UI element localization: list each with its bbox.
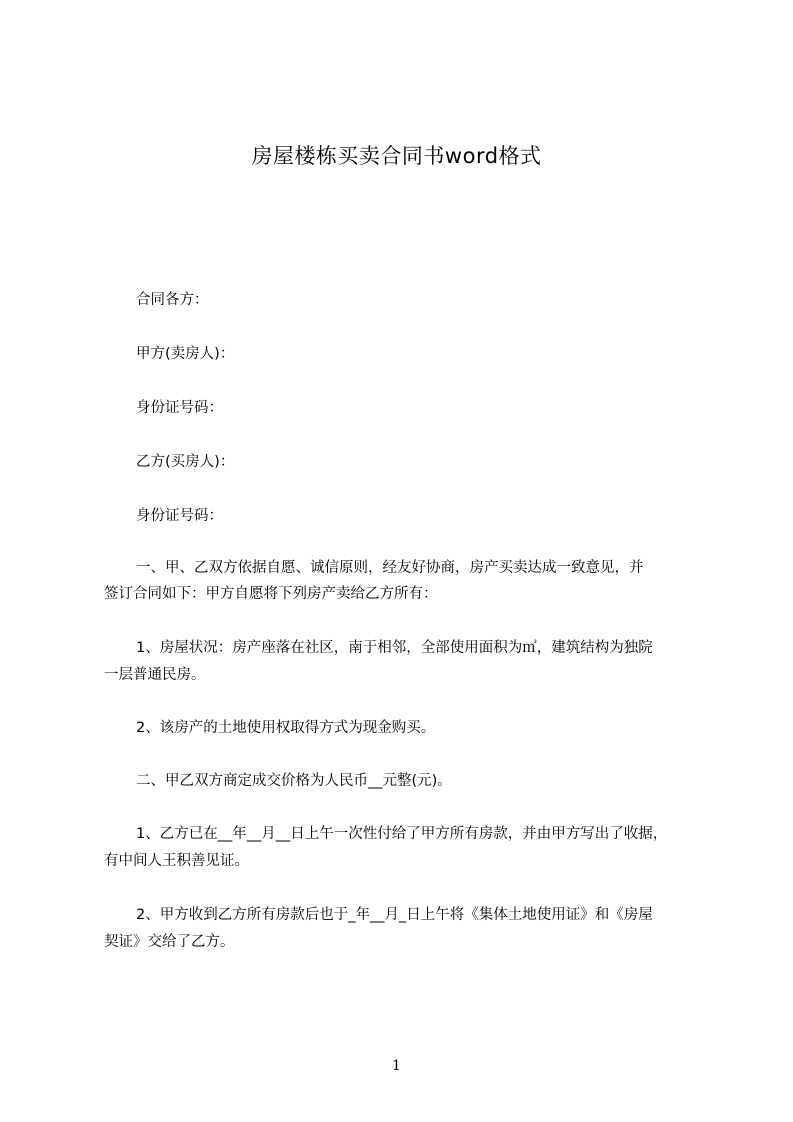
parties-heading: 合同各方： (136, 292, 209, 308)
clause-1-line-1: 一、甲、乙双方依据自愿、诚信原则，经友好协商，房产买卖达成一致意见，并 (136, 560, 644, 576)
clause-2-2-line-1: 2、甲方收到乙方所有房款后也于_年__月_日上午将《集体土地使用证》和《房屋 (136, 907, 653, 923)
clause-2: 二、甲乙双方商定成交价格为人民币__元整(元)。 (136, 773, 452, 789)
clause-1-line-2: 签订合同如下：甲方自愿将下列房产卖给乙方所有： (104, 586, 438, 602)
party-b-id-label: 身份证号码： (136, 508, 223, 524)
clause-2-1-line-2: 有中间人王积善见证。 (104, 853, 249, 869)
party-a-label: 甲方(卖房人)： (136, 346, 235, 362)
clause-1-1-line-2: 一层普通民房。 (104, 667, 206, 683)
clause-1-2: 2、该房产的土地使用权取得方式为现金购买。 (136, 720, 436, 736)
page-number: 1 (392, 1058, 401, 1074)
clause-2-1-line-1: 1、乙方已在__年__月__日上午一次性付给了甲方所有房款，并由甲方写出了收据， (136, 826, 668, 842)
party-a-id-label: 身份证号码： (136, 400, 223, 416)
clause-1-1-line-1: 1、房屋状况：房产座落在社区，南于相邻，全部使用面积为㎡，建筑结构为独院 (136, 640, 653, 656)
party-b-label: 乙方(买房人)： (136, 454, 235, 470)
document-title: 房屋楼栋买卖合同书word格式 (251, 144, 542, 168)
clause-2-2-line-2: 契证》交给了乙方。 (104, 934, 235, 950)
